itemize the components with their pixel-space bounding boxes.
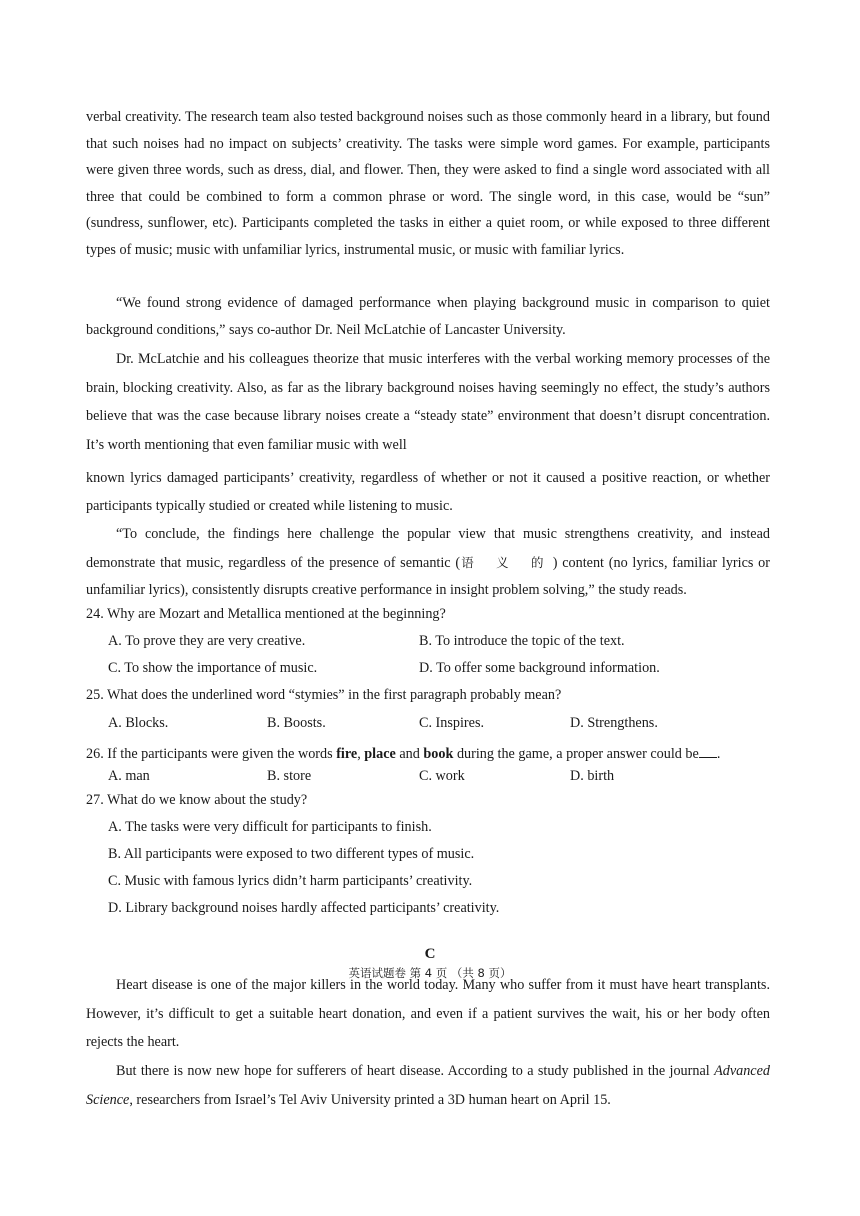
question-25-option-b: B. Boosts. [267,715,326,731]
question-26-word-fire: fire [336,746,358,762]
question-27-option-c: C. Music with famous lyrics didn’t harm participants’ creativity. [108,873,473,889]
question-24-option-c: C. To show the importance of music. [108,660,318,676]
question-27-option-a: A. The tasks were very difficult for participants to finish. [108,819,432,835]
chinese-gloss: 语 义 的 [460,554,553,570]
passage-b-paragraph-4: known lyrics damaged participants’ creativity, regardless of whether or not it caused a positive reaction, or whether participants typically studied or created while listening to music. [86,470,770,514]
question-25-option-d: D. Strengthens. [570,715,658,731]
question-26-period: . [716,746,721,762]
question-26-text-a: 26. If the participants were given the words [86,746,337,762]
question-27-stem: 27. What do we know about the study? [86,792,308,808]
question-24-stem: 24. Why are Mozart and Metallica mentioned at the beginning? [86,606,446,622]
passage-c-paragraph-2 [86,1057,770,1114]
question-26-option-d: D. birth [570,768,615,784]
section-c-heading: C [424,946,436,962]
paragraph-5-text-b: ) content (no lyrics, familiar lyrics or unfamiliar lyrics), consistently disrupts creative performance in insight problem solving,” the study reads. [86,554,770,598]
question-27-option-d: D. Library background noises hardly affected participants’ creativity. [108,900,500,916]
question-25-option-c: C. Inspires. [419,715,485,731]
question-24-option-d: D. To offer some background information. [419,660,660,676]
passage-b-paragraph-1: verbal creativity. The research team also tested background noises such as those commonly heard in a library, but found that such noises had no impact on subjects’ creativity. The tasks were simple word games. For example, participants were given three words, such as dress, dial, and flower. Then, they were asked to find a single word associated with all three that could be combined to form a common phrase or word. The single word, in this case, would be “sun” (sundress, sunflower, etc). Participants completed the tasks in either a quiet room, or while exposed to three different types of music; music with unfamiliar lyrics, instrumental music, or music with familiar lyrics. [86,109,770,258]
passage-b-paragraph-3: Dr. McLatchie and his colleagues theorize that music interferes with the verbal working memory processes of the brain, blocking creativity. Also, as far as the library background noises having seemingly no effect, the study’s authors believe that was the case because library noises create a “steady state” environment that doesn’t disrupt concentration. It’s worth mentioning that even familiar music with well [86,351,770,453]
passage-c-paragraph-2-text-b: , researchers from Israel’s Tel Aviv University printed a 3D human heart on April 15. [129,1091,611,1108]
question-26-word-place: place [364,746,396,762]
question-25-option-a: A. Blocks. [108,715,169,731]
journal-name: Advanced Science [86,1063,770,1108]
question-24-option-a: A. To prove they are very creative. [108,633,306,649]
passage-b-paragraph-2: “We found strong evidence of damaged performance when playing background music in comparison to quiet background conditions,” says co-author Dr. Neil McLatchie of Lancaster University. [86,295,770,338]
question-26-sep-1: , [357,746,365,762]
question-26-option-a: A. man [108,768,150,784]
question-26-word-book: book [423,746,454,762]
question-26-sep-2: and [395,746,424,762]
question-27-option-b: B. All participants were exposed to two different types of music. [108,846,475,862]
passage-b-paragraph-5 [86,521,770,605]
paragraph-5-text-a: “To conclude, the findings here challenge the popular view that music strengthens creativity, and instead demonstrate that music, regardless of the presence of semantic ( [86,526,770,571]
question-26-option-c: C. work [419,768,465,784]
question-25-stem: 25. What does the underlined word “stymies” in the first paragraph probably mean? [86,687,562,703]
question-24-option-b: B. To introduce the topic of the text. [419,633,625,649]
page-footer: 英语试题卷 第 4 页 （共 8 页） [348,966,512,980]
question-26-option-b: B. store [267,768,312,784]
question-26-stem [86,745,720,763]
passage-c-paragraph-1: Heart disease is one of the major killers in the world today. Many who suffer from it must have heart transplants. However, it’s difficult to get a suitable heart donation, and even if a patient survives the wait, his or her body often rejects the heart. [86,977,770,1050]
answer-blank [699,745,717,758]
question-26-text-b: during the game, a proper answer could be [453,746,699,762]
passage-c-paragraph-2-text-a: But there is now new hope for sufferers of heart disease. According to a study published in the journal [116,1063,715,1079]
